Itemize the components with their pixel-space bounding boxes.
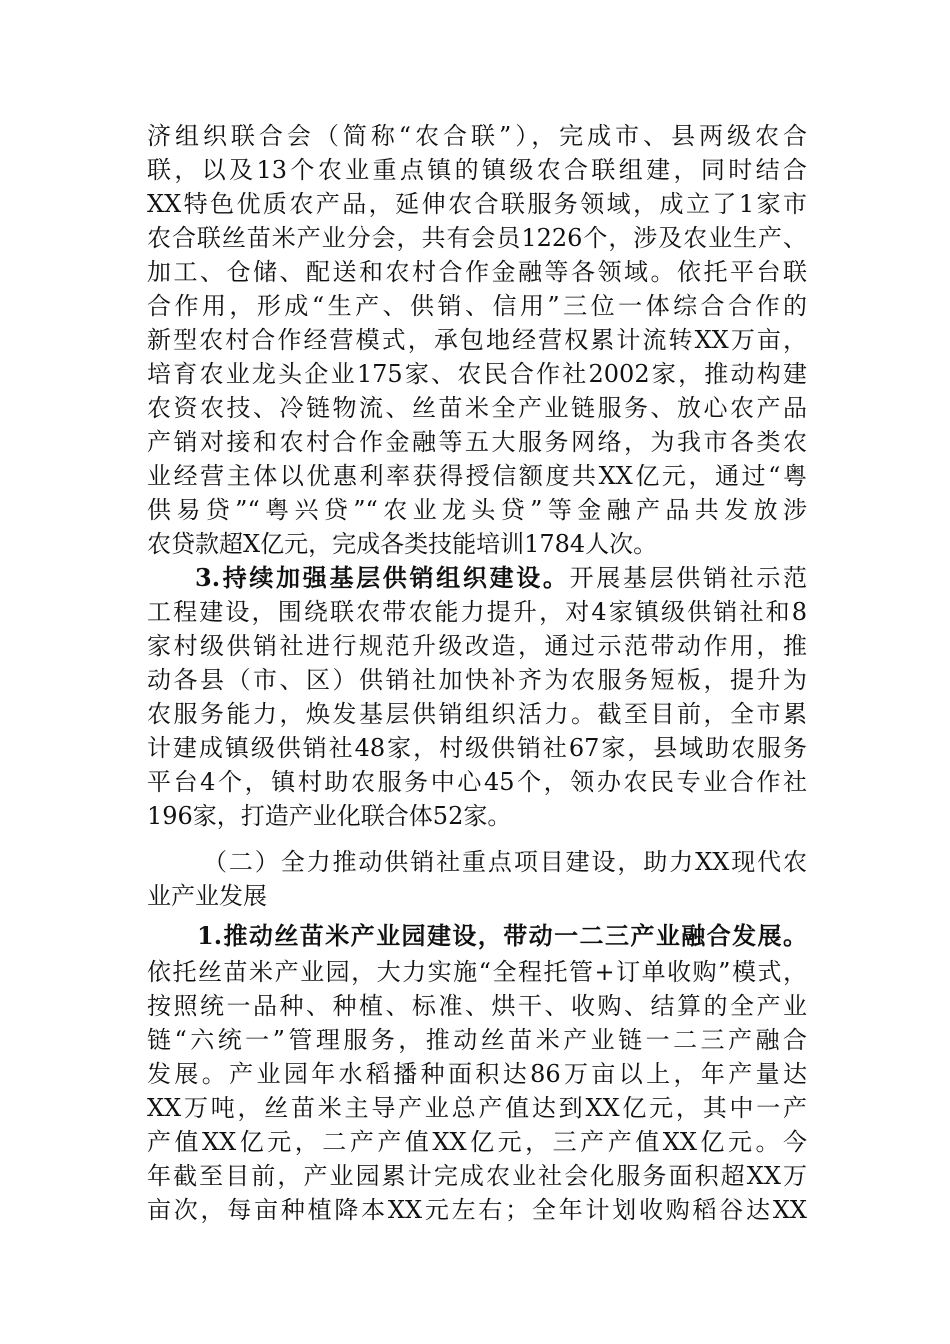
section3-first-text: 开展基层供销社示范 (569, 564, 807, 592)
paragraph-line: 工程建设，围绕联农带农能力提升，对4家镇级供销社和8 (147, 598, 807, 626)
paragraph-line: 家村级供销社进行规范升级改造，通过示范带动作用，推 (147, 632, 807, 660)
item1-heading: 1.推动丝苗米产业园建设，带动一二三产业融合发展。 (197, 921, 807, 950)
section3-heading: 3.持续加强基层供销组织建设。 (195, 563, 570, 592)
paragraph-line: 农资农技、冷链物流、丝苗米全产业链服务、放心农产品 (147, 394, 807, 422)
paragraph-line: 发展。产业园年水稻播种面积达86万亩以上，年产量达 (147, 1060, 807, 1088)
subsection-heading-line2: 业产业发展 (147, 882, 267, 910)
paragraph-line: 合作用，形成“生产、供销、信用”三位一体综合合作的 (147, 292, 807, 320)
paragraph-line: 年截至目前，产业园累计完成农业社会化服务面积超XX万 (147, 1162, 807, 1190)
paragraph-line: 农贷款超X亿元，完成各类技能培训1784人次。 (147, 530, 658, 558)
paragraph-line: 动各县（市、区）供销社加快补齐为农服务短板，提升为 (147, 666, 807, 694)
paragraph-line: 依托丝苗米产业园，大力实施“全程托管+订单收购”模式， (147, 958, 807, 986)
paragraph-line: 计建成镇级供销社48家，村级供销社67家，县域助农服务 (147, 734, 807, 762)
paragraph-line: 济组织联合会（简称“农合联”），完成市、县两级农合 (147, 122, 807, 150)
section3-first-line (195, 561, 807, 595)
paragraph-line: XX特色优质农产品，延伸农合联服务领域，成立了1家市 (147, 190, 807, 218)
paragraph-line: 联，以及13个农业重点镇的镇级农合联组建，同时结合 (147, 156, 807, 184)
paragraph-line: 196家，打造产业化联合体52家。 (147, 802, 512, 830)
paragraph-line: 平台4个，镇村助农服务中心45个，领办农民专业合作社 (147, 768, 807, 796)
paragraph-line: 产值XX亿元，二产产值XX亿元，三产产值XX亿元。今 (147, 1128, 807, 1156)
paragraph-line: 培育农业龙头企业175家、农民合作社2002家，推动构建 (147, 360, 807, 388)
paragraph-line: 新型农村合作经营模式，承包地经营权累计流转XX万亩， (147, 326, 807, 354)
paragraph-line: 产销对接和农村合作金融等五大服务网络，为我市各类农 (147, 428, 807, 456)
paragraph-line: 亩次，每亩种植降本XX元左右；全年计划收购稻谷达XX (147, 1196, 807, 1224)
subsection-heading-line1: （二）全力推动供销社重点项目建设，助力XX现代农 (203, 848, 807, 876)
paragraph-line: 链“六统一”管理服务，推动丝苗米产业链一二三产融合 (147, 1026, 807, 1054)
paragraph-line: 农服务能力，焕发基层供销组织活力。截至目前，全市累 (147, 700, 807, 728)
paragraph-line: 供易贷”“粤兴贷”“农业龙头贷”等金融产品共发放涉 (147, 496, 807, 524)
paragraph-line: XX万吨，丝苗米主导产业总产值达到XX亿元，其中一产 (147, 1094, 807, 1122)
paragraph-line: 业经营主体以优惠利率获得授信额度共XX亿元，通过“粤 (147, 462, 807, 490)
paragraph-line: 农合联丝苗米产业分会，共有会员1226个，涉及农业生产、 (147, 224, 807, 252)
paragraph-line: 按照统一品种、种植、标准、烘干、收购、结算的全产业 (147, 992, 807, 1020)
paragraph-line: 加工、仓储、配送和农村合作金融等各领域。依托平台联 (147, 258, 807, 286)
